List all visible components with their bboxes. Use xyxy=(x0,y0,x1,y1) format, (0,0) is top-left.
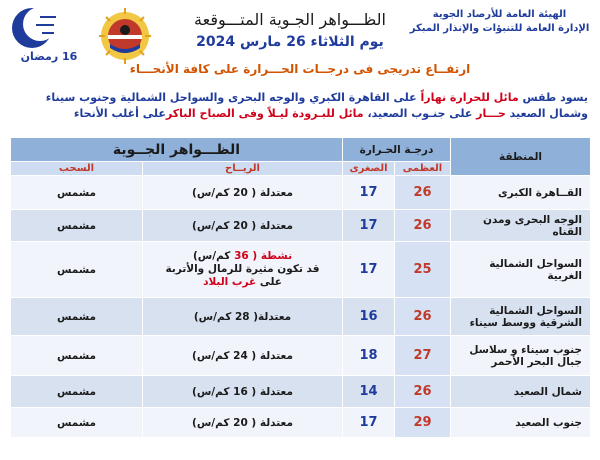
summary-part: على أغلب الأنحاء xyxy=(73,107,166,120)
max-temp-cell: 25 xyxy=(395,242,451,298)
wind-speed: 36 xyxy=(234,250,249,262)
region-cell: السواحل الشمالية الغربية xyxy=(451,242,591,298)
table-row xyxy=(11,242,591,298)
clouds-cell: مشمس xyxy=(11,298,143,336)
max-temp-cell: 26 xyxy=(395,376,451,408)
forecast-date: يوم الثلاثاء 26 مارس 2024 xyxy=(196,34,384,50)
table-row xyxy=(11,176,591,210)
min-temp-cell: 17 xyxy=(343,408,395,438)
min-temp-cell: 17 xyxy=(343,210,395,242)
col-clouds-header: السحب xyxy=(11,162,143,176)
summary-highlight: حـــار xyxy=(476,107,506,120)
wind-cell xyxy=(143,242,343,298)
max-temp-cell: 27 xyxy=(395,336,451,376)
summary-highlight: مائل للبـرودة ليـلاً وفى الصباح الباكر xyxy=(165,107,364,120)
org-department: الإدارة العامة للتنبؤات والإنذار المبكر xyxy=(409,23,590,34)
col-min-header: الصغرى xyxy=(343,162,395,176)
wind-line xyxy=(146,276,339,289)
organization-header xyxy=(407,8,592,36)
max-temp-cell: 26 xyxy=(395,298,451,336)
org-name: الهيئة العامة للأرصاد الجوية xyxy=(432,9,567,20)
wind-unit: كم/س) xyxy=(192,250,235,262)
region-cell: القــاهرة الكبرى xyxy=(451,176,591,210)
wind-line xyxy=(146,250,339,263)
col-region-header: المنطقة xyxy=(451,138,591,176)
min-temp-cell: 17 xyxy=(343,242,395,298)
col-phenomena-header: الظـــواهر الجــوية xyxy=(11,138,343,162)
page-title: الظـــواهر الجـوية المتـــوقعة xyxy=(194,10,386,29)
clouds-cell: مشمس xyxy=(11,210,143,242)
wind-cell: معتدلة ( 24 كم/س) xyxy=(143,336,343,376)
ema-logo-icon xyxy=(96,8,154,64)
wind-cell: معتدلة ( 20 كم/س) xyxy=(143,408,343,438)
summary-highlight: مائل للحرارة نهاراً xyxy=(420,91,519,104)
min-temp-cell: 18 xyxy=(343,336,395,376)
col-temp-header: درجـة الحـرارة xyxy=(343,138,451,162)
clouds-cell: مشمس xyxy=(11,176,143,210)
wind-note: على xyxy=(256,276,282,288)
headline: ارتفــاع تدريجى فى درجــات الحـــرارة على كافة الأنحـــاء xyxy=(129,62,471,76)
col-wind-header: الريــاح xyxy=(143,162,343,176)
summary-part: على القاهرة الكبري والوجه البحرى والسواحل الشمالية وجنوب سيناء وشمال الصعيد xyxy=(45,91,588,120)
min-temp-cell: 16 xyxy=(343,298,395,336)
region-cell: جنوب سيناء و سلاسل جبال البحر الأحمر xyxy=(451,336,591,376)
forecast-table xyxy=(10,137,591,438)
min-temp-cell: 17 xyxy=(343,176,395,210)
wind-cell: معتدلة ( 20 كم/س) xyxy=(143,176,343,210)
clouds-cell: مشمس xyxy=(11,408,143,438)
wind-strength: نشطة ( xyxy=(248,250,293,262)
table-row xyxy=(11,210,591,242)
clouds-cell: مشمس xyxy=(11,336,143,376)
ramadan-day: 16 رمضان xyxy=(20,50,78,63)
region-cell: السواحل الشمالية الشرقية ووسط سيناء xyxy=(451,298,591,336)
wind-cell: معتدلة ( 16 كم/س) xyxy=(143,376,343,408)
wind-area: غرب البلاد xyxy=(203,276,257,288)
crescent-moon-icon xyxy=(6,4,64,54)
summary-text xyxy=(12,90,588,122)
table-row xyxy=(11,336,591,376)
max-temp-cell: 26 xyxy=(395,176,451,210)
wind-note: قد تكون مثيرة للرمال والأتربة xyxy=(165,263,320,275)
wind-cell: معتدلة ( 20 كم/س) xyxy=(143,210,343,242)
table-row xyxy=(11,298,591,336)
max-temp-cell: 26 xyxy=(395,210,451,242)
clouds-cell: مشمس xyxy=(11,242,143,298)
table-row xyxy=(11,376,591,408)
region-cell: الوجه البحرى ومدن القناه xyxy=(451,210,591,242)
clouds-cell: مشمس xyxy=(11,376,143,408)
summary-part: يسود طقس xyxy=(518,91,588,104)
region-cell: جنوب الصعيد xyxy=(451,408,591,438)
max-temp-cell: 29 xyxy=(395,408,451,438)
col-max-header: العظمى xyxy=(395,162,451,176)
wind-cell: معتدلة( 28 كم/س) xyxy=(143,298,343,336)
min-temp-cell: 14 xyxy=(343,376,395,408)
summary-part: على جنـوب الصعيد، xyxy=(363,107,477,120)
region-cell: شمال الصعيد xyxy=(451,376,591,408)
table-row xyxy=(11,408,591,438)
